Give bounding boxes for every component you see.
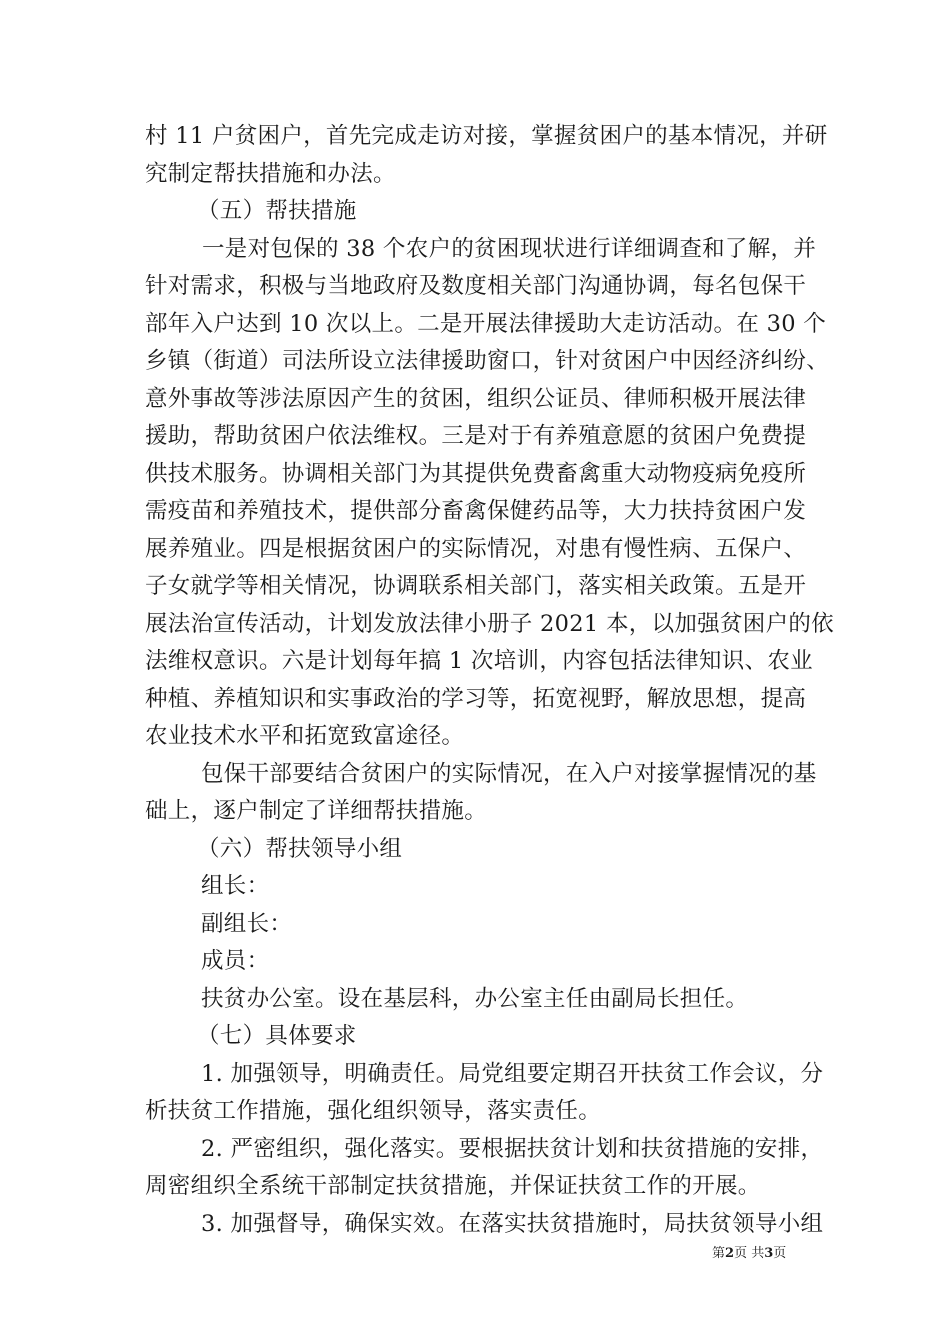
text-line: 种植、养植知识和实事政治的学习等，拓宽视野，解放思想，提高 [145,686,807,712]
total-page-number: 3 [764,1246,774,1261]
text-line: 3. 加强督导，确保实效。在落实扶贫措施时，局扶贫领导小组 [201,1211,824,1237]
text-line: 组长： [201,873,270,899]
footer-prefix: 第 [712,1246,726,1261]
text-line: 农业技术水平和拓宽致富途径。 [145,723,465,749]
text-line: 扶贫办公室。设在基层科，办公室主任由副局长担任。 [201,986,749,1012]
footer-suffix: 页 [773,1246,787,1261]
section-heading: （五）帮扶措施 [197,198,357,224]
text-line: 法维权意识。六是计划每年搞 1 次培训，内容包括法律知识、农业 [145,648,813,674]
page-number-footer [712,1245,786,1263]
text-line: 础上，逐户制定了详细帮扶措施。 [145,798,488,824]
text-line: 意外事故等涉法原因产生的贫困，组织公证员、律师积极开展法律 [145,386,807,412]
text-line: 乡镇（街道）司法所设立法律援助窗口，针对贫困户中因经济纠纷、 [145,348,830,374]
text-line: 成员： [201,948,270,974]
text-line: 供技术服务。协调相关部门为其提供免费畜禽重大动物疫病免疫所 [145,461,807,487]
text-line: 析扶贫工作措施，强化组织领导，落实责任。 [145,1098,602,1124]
text-line: 需疫苗和养殖技术，提供部分畜禽保健药品等，大力扶持贫困户发 [145,498,807,524]
text-line: 部年入户达到 10 次以上。二是开展法律援助大走访活动。在 30 个 [145,311,827,337]
text-line: 子女就学等相关情况，协调联系相关部门，落实相关政策。五是开 [145,573,807,599]
text-line: 展法治宣传活动，计划发放法律小册子 2021 本，以加强贫困户的依 [145,611,834,637]
text-line: 副组长： [201,911,293,937]
text-line: 究制定帮扶措施和办法。 [145,161,396,187]
text-line: 包保干部要结合贫困户的实际情况，在入户对接掌握情况的基 [201,761,817,787]
text-line: 针对需求，积极与当地政府及数度相关部门沟通协调，每名包保干 [145,273,807,299]
text-line: 2. 严密组织，强化落实。要根据扶贫计划和扶贫措施的安排， [201,1136,824,1162]
text-line: 周密组织全系统干部制定扶贫措施，并保证扶贫工作的开展。 [145,1173,761,1199]
text-line: 展养殖业。四是根据贫困户的实际情况，对患有慢性病、五保户、 [145,536,807,562]
current-page-number: 2 [725,1246,735,1261]
text-line: 村 11 户贫困户，首先完成走访对接，掌握贫困户的基本情况，并研 [145,123,828,149]
section-heading: （六）帮扶领导小组 [197,836,403,862]
text-line: 援助，帮助贫困户依法维权。三是对于有养殖意愿的贫困户免费提 [145,423,807,449]
text-line: 一是对包保的 38 个农户的贫困现状进行详细调查和了解，并 [202,236,817,262]
section-heading: （七）具体要求 [197,1023,357,1049]
text-line: 1. 加强领导，明确责任。局党组要定期召开扶贫工作会议，分 [201,1061,824,1087]
footer-middle: 页 共 [734,1246,765,1261]
